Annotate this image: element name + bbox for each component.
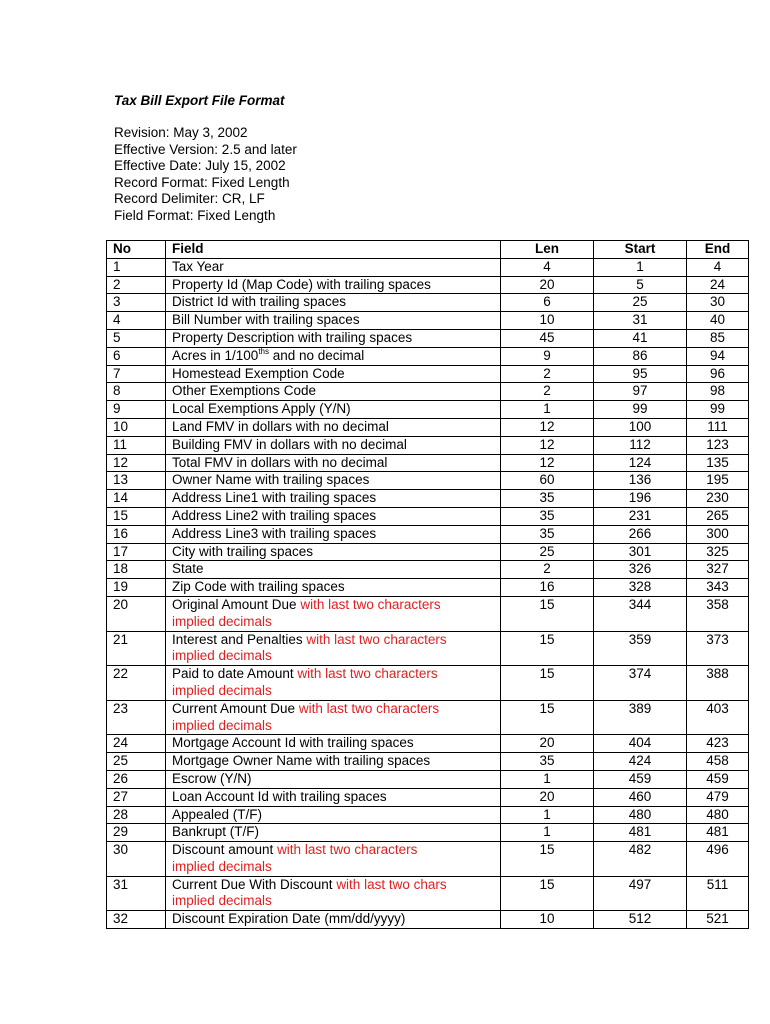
cell-start: 97 xyxy=(594,383,687,401)
field-name: Mortgage Owner Name with trailing spaces xyxy=(172,753,431,769)
cell-len: 35 xyxy=(501,753,594,771)
table-row xyxy=(107,806,749,824)
cell-field xyxy=(166,876,501,911)
cell-len: 35 xyxy=(501,507,594,525)
cell-len: 1 xyxy=(501,806,594,824)
field-name: Mortgage Account Id with trailing spaces xyxy=(172,735,414,751)
cell-end: 85 xyxy=(687,329,749,347)
field-note-continued: implied decimals xyxy=(172,648,272,664)
field-name: City with trailing spaces xyxy=(172,543,314,559)
field-name-rest: and no decimal xyxy=(268,347,365,363)
table-row xyxy=(107,365,749,383)
cell-no: 21 xyxy=(107,631,166,666)
cell-no: 7 xyxy=(107,365,166,383)
cell-end: 96 xyxy=(687,365,749,383)
cell-len: 4 xyxy=(501,258,594,276)
cell-start: 404 xyxy=(594,735,687,753)
cell-len: 35 xyxy=(501,525,594,543)
cell-len: 2 xyxy=(501,383,594,401)
field-name: Land FMV in dollars with no decimal xyxy=(172,418,389,434)
table-row xyxy=(107,911,749,929)
cell-start: 99 xyxy=(594,401,687,419)
field-note: with last two characters xyxy=(306,631,447,647)
cell-no: 3 xyxy=(107,294,166,312)
cell-field xyxy=(166,329,501,347)
cell-len: 16 xyxy=(501,579,594,597)
cell-start: 374 xyxy=(594,666,687,701)
cell-field xyxy=(166,525,501,543)
cell-field xyxy=(166,294,501,312)
cell-field xyxy=(166,507,501,525)
cell-start: 5 xyxy=(594,276,687,294)
table-header-row xyxy=(107,241,749,259)
table-row xyxy=(107,401,749,419)
table-row xyxy=(107,312,749,330)
field-name: Local Exemptions Apply (Y/N) xyxy=(172,401,351,417)
cell-len: 9 xyxy=(501,347,594,365)
cell-len: 12 xyxy=(501,418,594,436)
cell-no: 14 xyxy=(107,490,166,508)
field-name: Total FMV in dollars with no decimal xyxy=(172,454,388,470)
field-name: Owner Name with trailing spaces xyxy=(172,472,370,488)
cell-end: 458 xyxy=(687,753,749,771)
meta-line: Field Format: Fixed Length xyxy=(114,207,276,223)
cell-field xyxy=(166,770,501,788)
field-note-continued: implied decimals xyxy=(172,717,272,733)
field-name: Homestead Exemption Code xyxy=(172,365,345,381)
cell-start: 497 xyxy=(594,876,687,911)
field-name: Other Exemptions Code xyxy=(172,383,317,399)
field-name: Bill Number with trailing spaces xyxy=(172,312,360,328)
header-start: Start xyxy=(594,241,687,259)
cell-end: 479 xyxy=(687,788,749,806)
cell-no: 20 xyxy=(107,596,166,631)
cell-end: 496 xyxy=(687,842,749,877)
cell-len: 60 xyxy=(501,472,594,490)
cell-end: 195 xyxy=(687,472,749,490)
cell-end: 358 xyxy=(687,596,749,631)
cell-end: 99 xyxy=(687,401,749,419)
meta-line: Effective Version: 2.5 and later xyxy=(114,141,297,157)
cell-end: 373 xyxy=(687,631,749,666)
cell-len: 15 xyxy=(501,876,594,911)
cell-field xyxy=(166,806,501,824)
table-row xyxy=(107,788,749,806)
cell-start: 359 xyxy=(594,631,687,666)
field-note-continued: implied decimals xyxy=(172,682,272,698)
cell-field xyxy=(166,436,501,454)
header-no: No xyxy=(107,241,166,259)
cell-end: 111 xyxy=(687,418,749,436)
cell-no: 26 xyxy=(107,770,166,788)
table-row xyxy=(107,490,749,508)
field-name: State xyxy=(172,561,204,577)
cell-end: 94 xyxy=(687,347,749,365)
cell-len: 35 xyxy=(501,490,594,508)
cell-start: 301 xyxy=(594,543,687,561)
field-name: Current Amount Due xyxy=(172,700,299,716)
cell-start: 1 xyxy=(594,258,687,276)
field-name: Building FMV in dollars with no decimal xyxy=(172,436,407,452)
field-note-continued: implied decimals xyxy=(172,893,272,909)
field-name: Original Amount Due xyxy=(172,596,301,612)
field-name: Zip Code with trailing spaces xyxy=(172,579,345,595)
field-superscript: ths xyxy=(258,346,269,356)
cell-len: 20 xyxy=(501,276,594,294)
cell-field xyxy=(166,401,501,419)
cell-end: 325 xyxy=(687,543,749,561)
table-row xyxy=(107,824,749,842)
cell-end: 481 xyxy=(687,824,749,842)
field-name: Paid to date Amount xyxy=(172,666,298,682)
cell-field xyxy=(166,911,501,929)
cell-end: 300 xyxy=(687,525,749,543)
table-row xyxy=(107,294,749,312)
cell-start: 480 xyxy=(594,806,687,824)
cell-no: 29 xyxy=(107,824,166,842)
cell-no: 12 xyxy=(107,454,166,472)
cell-len: 20 xyxy=(501,788,594,806)
cell-end: 388 xyxy=(687,666,749,701)
meta-line: Record Delimiter: CR, LF xyxy=(114,191,265,207)
cell-len: 12 xyxy=(501,454,594,472)
cell-field xyxy=(166,276,501,294)
field-name: Loan Account Id with trailing spaces xyxy=(172,788,387,804)
cell-no: 15 xyxy=(107,507,166,525)
cell-end: 4 xyxy=(687,258,749,276)
cell-no: 17 xyxy=(107,543,166,561)
cell-field xyxy=(166,543,501,561)
header-end: End xyxy=(687,241,749,259)
cell-start: 266 xyxy=(594,525,687,543)
cell-field xyxy=(166,700,501,735)
cell-no: 4 xyxy=(107,312,166,330)
cell-no: 24 xyxy=(107,735,166,753)
cell-no: 18 xyxy=(107,561,166,579)
table-row xyxy=(107,631,749,666)
cell-field xyxy=(166,788,501,806)
table-row xyxy=(107,472,749,490)
cell-end: 30 xyxy=(687,294,749,312)
cell-start: 326 xyxy=(594,561,687,579)
field-name: Current Due With Discount xyxy=(172,876,337,892)
cell-no: 8 xyxy=(107,383,166,401)
cell-no: 13 xyxy=(107,472,166,490)
meta-line: Effective Date: July 15, 2002 xyxy=(114,158,286,174)
field-note: with last two characters xyxy=(300,596,441,612)
cell-start: 231 xyxy=(594,507,687,525)
cell-start: 481 xyxy=(594,824,687,842)
field-note: with last two characters xyxy=(277,842,418,858)
table-row xyxy=(107,596,749,631)
table-row xyxy=(107,543,749,561)
cell-len: 15 xyxy=(501,631,594,666)
cell-len: 15 xyxy=(501,700,594,735)
cell-end: 98 xyxy=(687,383,749,401)
cell-len: 1 xyxy=(501,401,594,419)
meta-line: Revision: May 3, 2002 xyxy=(114,125,248,140)
cell-end: 327 xyxy=(687,561,749,579)
meta-line: Record Format: Fixed Length xyxy=(114,174,290,190)
cell-start: 86 xyxy=(594,347,687,365)
cell-end: 123 xyxy=(687,436,749,454)
cell-len: 15 xyxy=(501,842,594,877)
cell-field xyxy=(166,753,501,771)
header-len: Len xyxy=(501,241,594,259)
cell-field xyxy=(166,383,501,401)
cell-start: 512 xyxy=(594,911,687,929)
table-row xyxy=(107,329,749,347)
cell-field xyxy=(166,631,501,666)
field-name: Interest and Penalties xyxy=(172,631,307,647)
cell-field xyxy=(166,842,501,877)
cell-len: 25 xyxy=(501,543,594,561)
cell-start: 95 xyxy=(594,365,687,383)
document-title: Tax Bill Export File Format xyxy=(114,93,285,108)
cell-field xyxy=(166,596,501,631)
cell-start: 112 xyxy=(594,436,687,454)
table-row xyxy=(107,735,749,753)
cell-no: 10 xyxy=(107,418,166,436)
field-note: with last two characters xyxy=(298,700,440,716)
header-field: Field xyxy=(166,241,501,259)
cell-no: 16 xyxy=(107,525,166,543)
table-row xyxy=(107,258,749,276)
cell-end: 480 xyxy=(687,806,749,824)
cell-start: 41 xyxy=(594,329,687,347)
cell-start: 136 xyxy=(594,472,687,490)
field-name: Discount amount xyxy=(172,842,278,858)
cell-no: 22 xyxy=(107,666,166,701)
cell-len: 2 xyxy=(501,365,594,383)
cell-end: 135 xyxy=(687,454,749,472)
cell-len: 20 xyxy=(501,735,594,753)
field-name: Property Id (Map Code) with trailing spaces xyxy=(172,276,431,292)
cell-field xyxy=(166,561,501,579)
table-row xyxy=(107,876,749,911)
field-note: with last two chars xyxy=(336,876,447,892)
cell-start: 344 xyxy=(594,596,687,631)
cell-no: 23 xyxy=(107,700,166,735)
table-row xyxy=(107,507,749,525)
table-row xyxy=(107,561,749,579)
table-row xyxy=(107,753,749,771)
table-row xyxy=(107,666,749,701)
cell-len: 10 xyxy=(501,911,594,929)
cell-field xyxy=(166,347,501,365)
table-row xyxy=(107,418,749,436)
cell-len: 15 xyxy=(501,596,594,631)
table-row xyxy=(107,770,749,788)
cell-field xyxy=(166,472,501,490)
cell-no: 11 xyxy=(107,436,166,454)
cell-field xyxy=(166,735,501,753)
cell-end: 459 xyxy=(687,770,749,788)
field-format-table xyxy=(106,240,749,929)
cell-len: 6 xyxy=(501,294,594,312)
field-note: with last two characters xyxy=(297,666,438,682)
cell-len: 15 xyxy=(501,666,594,701)
cell-start: 482 xyxy=(594,842,687,877)
cell-start: 328 xyxy=(594,579,687,597)
cell-start: 459 xyxy=(594,770,687,788)
table-row xyxy=(107,436,749,454)
cell-start: 424 xyxy=(594,753,687,771)
cell-field xyxy=(166,579,501,597)
cell-field xyxy=(166,666,501,701)
cell-end: 511 xyxy=(687,876,749,911)
table-row xyxy=(107,347,749,365)
cell-no: 32 xyxy=(107,911,166,929)
cell-len: 1 xyxy=(501,770,594,788)
cell-field xyxy=(166,312,501,330)
field-name: Bankrupt (T/F) xyxy=(172,824,260,840)
document-meta xyxy=(114,125,297,225)
cell-field xyxy=(166,365,501,383)
table-row xyxy=(107,383,749,401)
cell-len: 1 xyxy=(501,824,594,842)
cell-end: 265 xyxy=(687,507,749,525)
table-row xyxy=(107,842,749,877)
cell-no: 2 xyxy=(107,276,166,294)
field-name: Address Line1 with trailing spaces xyxy=(172,490,377,506)
cell-end: 40 xyxy=(687,312,749,330)
field-name: Escrow (Y/N) xyxy=(172,770,252,786)
cell-no: 1 xyxy=(107,258,166,276)
cell-no: 28 xyxy=(107,806,166,824)
field-name: Address Line2 with trailing spaces xyxy=(172,507,377,523)
field-name: Tax Year xyxy=(172,258,224,274)
table-row xyxy=(107,525,749,543)
field-name: Appealed (T/F) xyxy=(172,806,263,822)
cell-no: 31 xyxy=(107,876,166,911)
table-row xyxy=(107,276,749,294)
cell-start: 31 xyxy=(594,312,687,330)
cell-field xyxy=(166,418,501,436)
cell-no: 9 xyxy=(107,401,166,419)
field-name: Acres in 1/100 xyxy=(172,347,259,363)
cell-field xyxy=(166,490,501,508)
cell-field xyxy=(166,824,501,842)
cell-start: 25 xyxy=(594,294,687,312)
cell-len: 2 xyxy=(501,561,594,579)
cell-no: 6 xyxy=(107,347,166,365)
cell-start: 100 xyxy=(594,418,687,436)
table-row xyxy=(107,700,749,735)
field-name: Discount Expiration Date (mm/dd/yyyy) xyxy=(172,911,406,927)
cell-field xyxy=(166,258,501,276)
cell-start: 389 xyxy=(594,700,687,735)
cell-len: 10 xyxy=(501,312,594,330)
table-row xyxy=(107,579,749,597)
cell-no: 30 xyxy=(107,842,166,877)
cell-start: 124 xyxy=(594,454,687,472)
cell-end: 24 xyxy=(687,276,749,294)
cell-end: 521 xyxy=(687,911,749,929)
cell-no: 25 xyxy=(107,753,166,771)
field-note-continued: implied decimals xyxy=(172,613,272,629)
cell-end: 423 xyxy=(687,735,749,753)
cell-start: 460 xyxy=(594,788,687,806)
cell-no: 19 xyxy=(107,579,166,597)
cell-no: 5 xyxy=(107,329,166,347)
cell-len: 12 xyxy=(501,436,594,454)
cell-end: 230 xyxy=(687,490,749,508)
cell-field xyxy=(166,454,501,472)
cell-start: 196 xyxy=(594,490,687,508)
table-row xyxy=(107,454,749,472)
cell-end: 343 xyxy=(687,579,749,597)
cell-no: 27 xyxy=(107,788,166,806)
cell-end: 403 xyxy=(687,700,749,735)
field-name: District Id with trailing spaces xyxy=(172,294,347,310)
table-body xyxy=(107,258,749,928)
cell-len: 45 xyxy=(501,329,594,347)
field-note-continued: implied decimals xyxy=(172,858,272,874)
field-name: Address Line3 with trailing spaces xyxy=(172,525,377,541)
field-name: Property Description with trailing spaces xyxy=(172,329,413,345)
